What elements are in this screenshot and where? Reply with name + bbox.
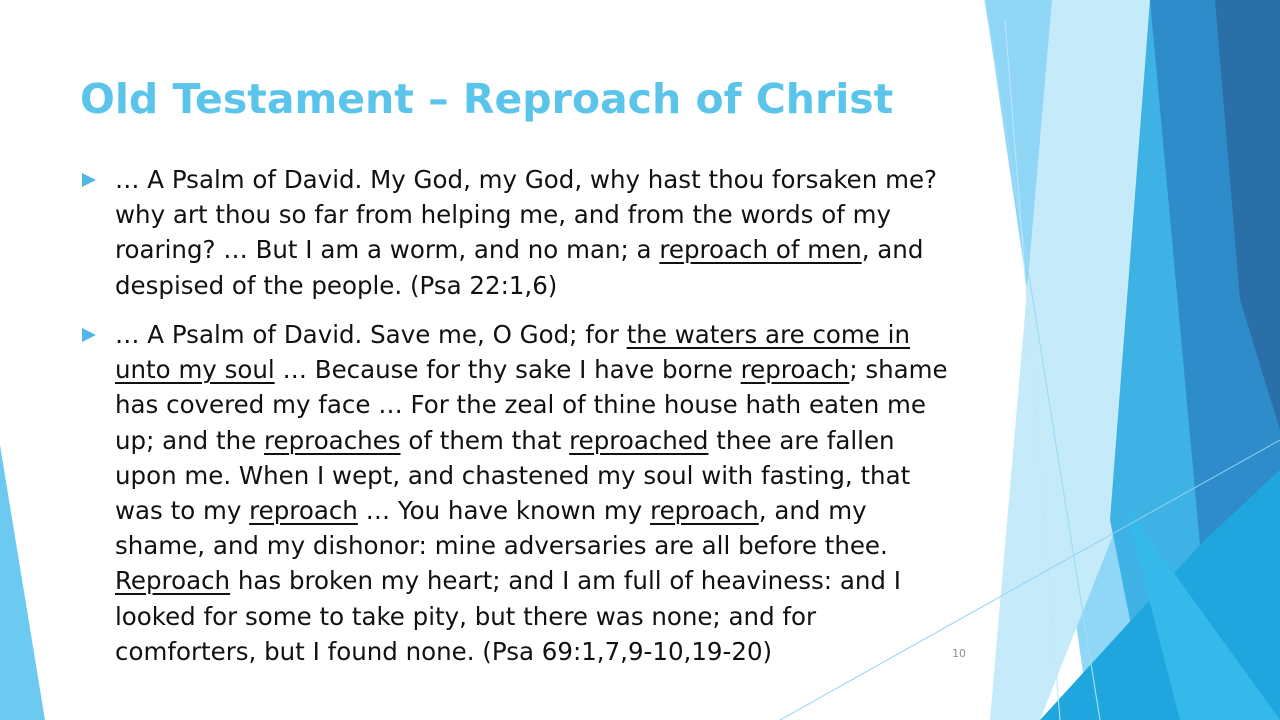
underlined-phrase: reproach of men: [659, 235, 862, 265]
text-segment: … A Psalm of David. Save me, O God; for: [115, 320, 627, 349]
triangle-bullet-icon: [82, 173, 96, 187]
underlined-phrase: reproaches: [264, 425, 401, 455]
text-segment: of them that: [400, 425, 570, 455]
text-segment: was to my: [115, 496, 250, 526]
page-number: 10: [952, 647, 966, 660]
triangle-bullet-icon: [82, 328, 96, 342]
underlined-phrase: reproach: [740, 355, 850, 385]
text-segment: , and: [861, 235, 924, 265]
text-segment: … Because for thy sake I have borne: [274, 355, 741, 385]
text-segment: has covered my face … For the zeal of thine house hath eaten me: [115, 390, 926, 420]
underlined-phrase: reproach: [650, 496, 759, 526]
left-corner-facet: [0, 445, 45, 720]
underlined-phrase: Reproach: [115, 566, 231, 596]
text-segment: looked for some to take pity, but there was none; and for: [115, 601, 817, 631]
underlined-phrase: unto my soul: [115, 355, 275, 385]
text-segment: ; shame: [849, 355, 948, 385]
bullet-item-psalm-69: [80, 317, 1000, 669]
text-segment: roaring? … But I am a worm, and no man; a: [115, 235, 660, 265]
text-segment: upon me. When I wept, and chastened my soul with fasting, that: [115, 460, 911, 490]
text-segment: comforters, but I found none. (Psa 69:1,7,9-10,19-20): [115, 636, 773, 666]
text-segment: , and my: [758, 496, 867, 526]
bullet-item-psalm-22: [80, 162, 1000, 303]
text-segment: shame, and my dishonor: mine adversaries are all before thee.: [115, 531, 888, 561]
underlined-phrase: the waters are come in: [626, 320, 910, 349]
text-segment: why art thou so far from helping me, and from the words of my: [115, 200, 891, 230]
text-segment: … You have known my: [357, 496, 651, 526]
text-segment: despised of the people. (Psa 22:1,6): [115, 270, 558, 300]
bullet-text: [115, 317, 1000, 669]
bullet-text: [115, 162, 1000, 303]
text-segment: has broken my heart; and I am full of heaviness: and I: [230, 566, 901, 596]
text-segment: thee are fallen: [708, 425, 895, 455]
text-segment: … A Psalm of David. My God, my God, why hast thou forsaken me?: [115, 165, 938, 194]
text-segment: up; and the: [115, 425, 264, 455]
underlined-phrase: reproached: [569, 425, 709, 455]
underlined-phrase: reproach: [249, 496, 358, 526]
slide-title: Old Testament – Reproach of Christ: [80, 75, 894, 123]
